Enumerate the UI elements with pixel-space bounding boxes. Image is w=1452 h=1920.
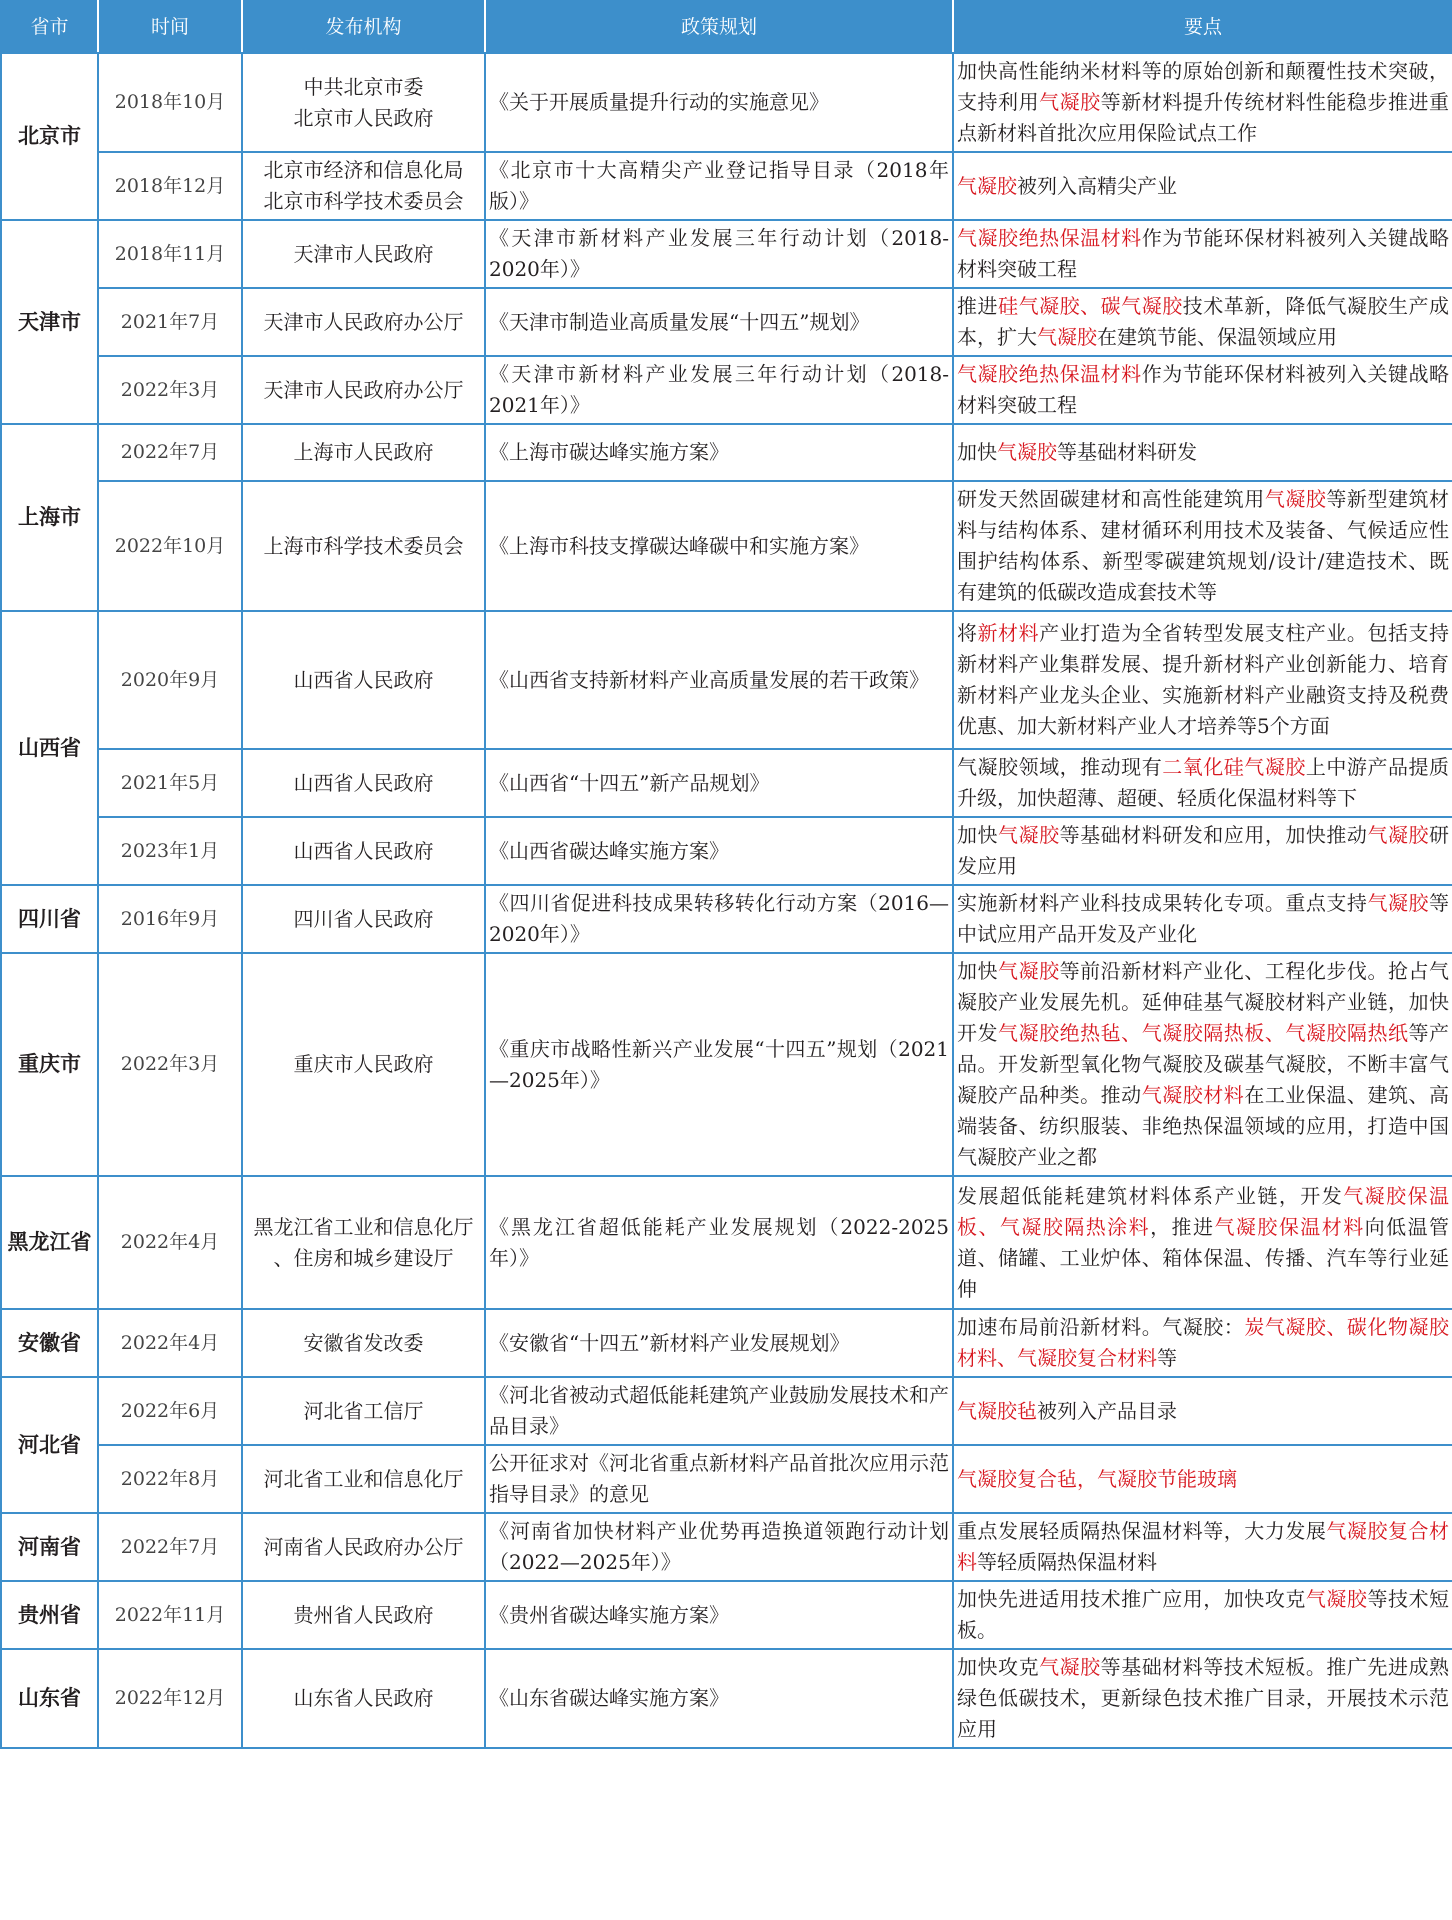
time-cell: 2022年4月 [98, 1176, 242, 1309]
org-cell [242, 611, 485, 749]
highlighted-text: 气凝胶 [1264, 487, 1327, 511]
policy-cell: 《四川省促进科技成果转移转化行动方案（2016—2020年）》 [485, 885, 953, 953]
province-cell: 黑龙江省 [1, 1176, 98, 1309]
table-row [1, 1649, 1452, 1748]
time-cell: 2016年9月 [98, 885, 242, 953]
points-text: 等中试应用产品开发及产业化 [957, 891, 1450, 946]
points-text: 在工业保温、建筑、高端装备、纺织服装、非绝热保温领域的应用，打造中国气凝胶产业之都 [957, 1083, 1450, 1169]
points-text: 上中游产品提质升级，加快超薄、超硬、轻质化保温材料等下 [957, 755, 1450, 810]
province-cell: 安徽省 [1, 1309, 98, 1377]
points-text: 等新材料提升传统材料性能稳步推进重点新材料首批次应用保险试点工作 [957, 90, 1450, 145]
points-cell [953, 1176, 1452, 1309]
time-cell: 2022年3月 [98, 356, 242, 424]
time-cell: 2022年6月 [98, 1377, 242, 1445]
table-row [1, 1176, 1452, 1309]
time-cell: 2021年5月 [98, 749, 242, 817]
org-line: 天津市人民政府办公厅 [263, 377, 464, 402]
org-line: 河北省工业和信息化厅 [263, 1466, 464, 1491]
table-row [1, 356, 1452, 424]
table-row [1, 1377, 1452, 1445]
points-cell [953, 953, 1452, 1176]
org-cell [242, 356, 485, 424]
time-cell: 2018年11月 [98, 220, 242, 288]
time-cell: 2022年7月 [98, 424, 242, 481]
org-cell [242, 1176, 485, 1309]
highlighted-text: 气凝胶 [1305, 1587, 1368, 1611]
points-cell [953, 1513, 1452, 1581]
points-text: 向低温管道、储罐、工业炉体、箱体保温、传播、汽车等行业延伸 [957, 1214, 1450, 1301]
province-cell: 四川省 [1, 885, 98, 953]
points-cell [953, 53, 1452, 152]
highlighted-text: 硅气凝胶、碳气凝胶 [998, 294, 1183, 318]
highlighted-text: 气凝胶 [1039, 90, 1101, 114]
org-cell [242, 1309, 485, 1377]
org-cell [242, 885, 485, 953]
org-cell [242, 1649, 485, 1748]
highlighted-text: 气凝胶绝热保温材料 [957, 226, 1142, 250]
table-row [1, 885, 1452, 953]
policy-cell: 《河北省被动式超低能耗建筑产业鼓励发展技术和产品目录》 [485, 1377, 953, 1445]
org-line: 山西省人民政府 [293, 770, 434, 795]
org-line: 黑龙江省工业和信息化厅 [253, 1214, 474, 1239]
policy-cell: 《天津市新材料产业发展三年行动计划（2018-2020年）》 [485, 220, 953, 288]
points-text: 被列入高精尖产业 [1017, 173, 1177, 198]
table-row [1, 481, 1452, 611]
province-cell: 天津市 [1, 220, 98, 424]
table-row [1, 1309, 1452, 1377]
points-text: 等基础材料研发 [1057, 440, 1197, 464]
points-cell [953, 749, 1452, 817]
highlighted-text: 气凝胶 [1037, 325, 1097, 349]
org-cell [242, 152, 485, 220]
province-cell: 河南省 [1, 1513, 98, 1581]
org-line: 天津市人民政府 [293, 241, 434, 266]
policy-cell: 《安徽省“十四五”新材料产业发展规划》 [485, 1309, 953, 1377]
policy-cell: 《黑龙江省超低能耗产业发展规划（2022-2025年）》 [485, 1176, 953, 1309]
points-text: 技术革新，降低气凝胶生产成本，扩大 [957, 294, 1450, 349]
points-text: 等基础材料等技术短板。推广先进成熟绿色低碳技术，更新绿色技术推广目录，开展技术示范应用 [957, 1655, 1450, 1741]
table-row [1, 1445, 1452, 1513]
policy-cell: 《山西省“十四五”新产品规划》 [485, 749, 953, 817]
time-cell: 2018年10月 [98, 53, 242, 152]
highlighted-text: 气凝胶保温板、气凝胶隔热涂料 [957, 1183, 1450, 1239]
highlighted-text: 气凝胶 [1367, 891, 1430, 915]
points-text: 气凝胶领域，推动现有 [957, 755, 1163, 779]
table-row [1, 1513, 1452, 1581]
org-cell [242, 1377, 485, 1445]
points-cell [953, 1649, 1452, 1748]
points-cell [953, 152, 1452, 220]
org-cell [242, 220, 485, 288]
points-text: 重点发展轻质隔热保温材料等，大力发展 [957, 1519, 1327, 1543]
highlighted-text: 气凝胶保温材料 [1214, 1214, 1365, 1239]
province-cell: 山西省 [1, 611, 98, 885]
points-text: 加快 [957, 440, 997, 464]
table-header [1, 1, 1452, 53]
org-cell [242, 1445, 485, 1513]
time-cell: 2022年4月 [98, 1309, 242, 1377]
org-line: 重庆市人民政府 [293, 1052, 434, 1076]
points-text: 研发应用 [957, 823, 1450, 878]
highlighted-text: 气凝胶 [1367, 823, 1430, 847]
time-cell: 2022年10月 [98, 481, 242, 611]
org-line: 山西省人民政府 [293, 667, 434, 692]
points-text: 将 [957, 621, 978, 645]
org-cell [242, 288, 485, 356]
table-row [1, 1581, 1452, 1649]
points-text: 等新型建筑材料与结构体系、建材循环利用技术及装备、气候适应性围护结构体系、新型零碳建筑规划/设计/建造技术、既有建筑的低碳改造成套技术等 [957, 487, 1450, 604]
points-cell [953, 481, 1452, 611]
points-text: 加快 [957, 959, 999, 983]
points-cell [953, 1309, 1452, 1377]
points-text: 研发天然固碳建材和高性能建筑用 [957, 487, 1265, 511]
org-line: 山西省人民政府 [293, 838, 434, 863]
highlighted-text: 气凝胶复合材料 [957, 1519, 1450, 1574]
points-text: 加快先进适用技术推广应用，加快攻克 [957, 1587, 1306, 1611]
points-text: 等产品。开发新型氧化物气凝胶及碳基气凝胶，不断丰富气凝胶产品种类。推动 [957, 1021, 1450, 1107]
time-cell: 2018年12月 [98, 152, 242, 220]
org-line: 贵州省人民政府 [293, 1602, 434, 1627]
highlighted-text: 气凝胶 [998, 959, 1060, 983]
org-line: 北京市经济和信息化局 [263, 158, 464, 182]
points-text: 加快攻克 [957, 1655, 1040, 1679]
province-cell: 河北省 [1, 1377, 98, 1513]
policy-cell: 《天津市制造业高质量发展“十四五”规划》 [485, 288, 953, 356]
column-header-time: 时间 [98, 1, 242, 53]
table-row [1, 749, 1452, 817]
table-row [1, 424, 1452, 481]
highlighted-text: 气凝胶 [1039, 1655, 1101, 1679]
column-header-org: 发布机构 [242, 1, 485, 53]
time-cell: 2022年3月 [98, 953, 242, 1176]
highlighted-text: 气凝胶 [997, 440, 1057, 464]
org-cell [242, 1581, 485, 1649]
points-text: 作为节能环保材料被列入关键战略材料突破工程 [957, 226, 1450, 281]
table-row [1, 152, 1452, 220]
policy-cell: 公开征求对《河北省重点新材料产品首批次应用示范指导目录》的意见 [485, 1445, 953, 1513]
points-text: 等前沿新材料产业化、工程化步伐。抢占气凝胶产业发展先机。延伸硅基气凝胶材料产业链，加快开发 [957, 959, 1450, 1045]
org-cell [242, 1513, 485, 1581]
policy-cell: 《上海市碳达峰实施方案》 [485, 424, 953, 481]
points-text: 作为节能环保材料被列入关键战略材料突破工程 [957, 362, 1450, 417]
points-cell [953, 220, 1452, 288]
province-cell: 山东省 [1, 1649, 98, 1748]
column-header-points: 要点 [953, 1, 1452, 53]
points-text: 实施新材料产业科技成果转化专项。重点支持 [957, 891, 1368, 915]
header-row [1, 1, 1452, 53]
points-text: 发展超低能耗建筑材料体系产业链，开发 [957, 1183, 1344, 1208]
org-cell [242, 53, 485, 152]
points-text: 加快 [957, 823, 999, 847]
org-cell [242, 424, 485, 481]
province-cell: 北京市 [1, 53, 98, 220]
points-cell [953, 356, 1452, 424]
points-text: ，推进 [1150, 1214, 1215, 1239]
org-line: 上海市科学技术委员会 [263, 533, 464, 558]
policy-cell: 《山西省碳达峰实施方案》 [485, 817, 953, 885]
points-text: 等技术短板。 [957, 1587, 1450, 1642]
points-text: 在建筑节能、保温领域应用 [1097, 325, 1337, 349]
table-row [1, 953, 1452, 1176]
points-cell [953, 1377, 1452, 1445]
org-line: 、住房和城乡建设厅 [273, 1245, 454, 1270]
policy-cell: 《天津市新材料产业发展三年行动计划（2018-2021年）》 [485, 356, 953, 424]
province-cell: 贵州省 [1, 1581, 98, 1649]
points-cell [953, 611, 1452, 749]
time-cell: 2020年9月 [98, 611, 242, 749]
org-line: 中共北京市委 [303, 74, 424, 99]
org-line: 安徽省发改委 [303, 1330, 424, 1355]
highlighted-text: 气凝胶 [998, 823, 1060, 847]
time-cell: 2023年1月 [98, 817, 242, 885]
points-text: 产业打造为全省转型发展支柱产业。包括支持新材料产业集群发展、提升新材料产业创新能力、培育新材料产业龙头企业、实施新材料产业融资支持及税费优惠、加大新材料产业人才培养等5个方面 [957, 621, 1450, 738]
province-cell: 上海市 [1, 424, 98, 611]
highlighted-text: 气凝胶绝热毡、气凝胶隔热板、气凝胶隔热纸 [998, 1021, 1409, 1045]
org-cell [242, 953, 485, 1176]
points-text: 推进 [957, 294, 999, 318]
policy-cell: 《河南省加快材料产业优势再造换道领跑行动计划（2022—2025年）》 [485, 1513, 953, 1581]
time-cell: 2021年7月 [98, 288, 242, 356]
points-text: 被列入产品目录 [1037, 1398, 1177, 1423]
org-line: 河南省人民政府办公厅 [263, 1534, 464, 1559]
points-cell [953, 424, 1452, 481]
org-cell [242, 817, 485, 885]
policy-cell: 《上海市科技支撑碳达峰碳中和实施方案》 [485, 481, 953, 611]
column-header-province: 省市 [1, 1, 98, 53]
highlighted-text: 气凝胶 [957, 173, 1017, 198]
highlighted-text: 炭气凝胶、碳化物凝胶材料、气凝胶复合材料 [957, 1315, 1450, 1370]
table-row [1, 53, 1452, 152]
time-cell: 2022年7月 [98, 1513, 242, 1581]
table-row [1, 817, 1452, 885]
org-line: 北京市人民政府 [293, 105, 434, 130]
org-line: 上海市人民政府 [293, 440, 434, 464]
table-row [1, 220, 1452, 288]
highlighted-text: 二氧化硅气凝胶 [1162, 755, 1306, 779]
table-row [1, 288, 1452, 356]
points-text: 加快高性能纳米材料等的原始创新和颠覆性技术突破，支持利用 [957, 59, 1449, 114]
org-line: 河北省工信厅 [303, 1398, 424, 1423]
province-cell: 重庆市 [1, 953, 98, 1176]
org-line: 北京市科学技术委员会 [263, 189, 464, 213]
org-line: 天津市人民政府办公厅 [263, 309, 464, 334]
policy-cell: 《山东省碳达峰实施方案》 [485, 1649, 953, 1748]
highlighted-text: 气凝胶复合毡，气凝胶节能玻璃 [957, 1466, 1237, 1491]
org-cell [242, 749, 485, 817]
policy-cell: 《贵州省碳达峰实施方案》 [485, 1581, 953, 1649]
policy-cell: 《山西省支持新材料产业高质量发展的若干政策》 [485, 611, 953, 749]
points-text: 等基础材料研发和应用，加快推动 [1059, 823, 1368, 847]
highlighted-text: 气凝胶毡 [957, 1398, 1037, 1423]
time-cell: 2022年11月 [98, 1581, 242, 1649]
highlighted-text: 新材料 [977, 621, 1040, 645]
points-text: 等轻质隔热保温材料 [977, 1550, 1157, 1574]
column-header-policy: 政策规划 [485, 1, 953, 53]
policy-cell: 《重庆市战略性新兴产业发展“十四五”规划（2021—2025年）》 [485, 953, 953, 1176]
table-body [1, 53, 1452, 1748]
policy-cell: 《关于开展质量提升行动的实施意见》 [485, 53, 953, 152]
points-cell [953, 885, 1452, 953]
highlighted-text: 气凝胶绝热保温材料 [957, 362, 1142, 386]
time-cell: 2022年12月 [98, 1649, 242, 1748]
points-cell [953, 817, 1452, 885]
time-cell: 2022年8月 [98, 1445, 242, 1513]
points-text: 加速布局前沿新材料。气凝胶： [957, 1315, 1245, 1339]
org-line: 四川省人民政府 [293, 906, 434, 931]
table-row [1, 611, 1452, 749]
points-cell [953, 1445, 1452, 1513]
points-text: 等 [1157, 1346, 1177, 1370]
points-cell [953, 1581, 1452, 1649]
highlighted-text: 气凝胶材料 [1141, 1083, 1245, 1107]
points-cell [953, 288, 1452, 356]
org-line: 山东省人民政府 [293, 1686, 434, 1710]
policy-cell: 《北京市十大高精尖产业登记指导目录（2018年版）》 [485, 152, 953, 220]
org-cell [242, 481, 485, 611]
